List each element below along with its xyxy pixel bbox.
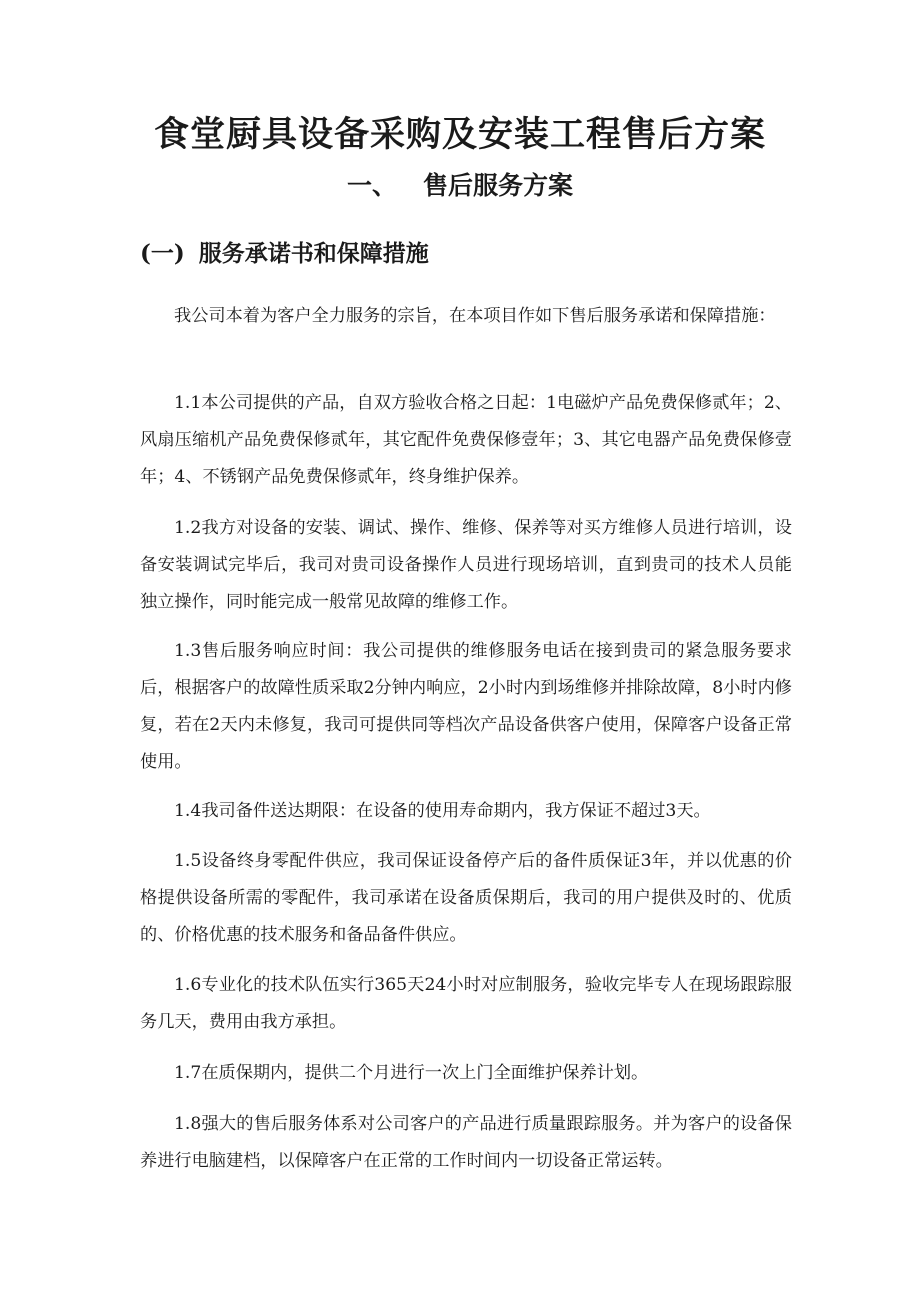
- clause-1-3: 1.3售后服务响应时间：我公司提供的维修服务电话在接到贵司的紧急服务要求后，根据客户的故障性质采取2分钟内响应，2小时内到场维修并排除故障，8小时内修复，若在2天内未修复，我司可提供同等档次产品设备供客户使用，保障客户设备正常使用。: [140, 641, 792, 772]
- chapter-label: 售后服务方案: [423, 171, 574, 200]
- chapter-number: 一、: [346, 171, 397, 200]
- clause-1-1: 1.1本公司提供的产品，自双方验收合格之日起：1电磁炉产品免费保修贰年；2、风扇压缩机产品免费保修贰年，其它配件免费保修壹年；3、其它电器产品免费保修壹年；4、不锈钢产品免费保修贰年，终身维护保养。: [140, 393, 792, 487]
- section-label: 服务承诺书和保障措施: [198, 240, 429, 267]
- section-number: (一): [140, 240, 185, 267]
- document-title: 食堂厨具设备采购及安装工程售后方案: [153, 114, 766, 155]
- section-heading: [140, 234, 429, 274]
- clause-1-4: 1.4我司备件送达期限：在设备的使用寿命期内，我方保证不超过3天。: [174, 801, 711, 821]
- intro-paragraph: 我公司本着为客户全力服务的宗旨，在本项目作如下售后服务承诺和保障措施：: [174, 306, 776, 326]
- chapter-heading: [0, 166, 920, 206]
- clause-1-5: 1.5设备终身零配件供应，我司保证设备停产后的备件质保证3年，并以优惠的价格提供设备所需的零配件，我司承诺在设备质保期后，我司的用户提供及时的、优质的、价格优惠的技术服务和备品备件供应。: [140, 851, 792, 945]
- clause-1-2: 1.2我方对设备的安装、调试、操作、维修、保养等对买方维修人员进行培训，设备安装调试完毕后，我司对贵司设备操作人员进行现场培训，直到贵司的技术人员能独立操作，同时能完成一般常见故障的维修工作。: [140, 518, 792, 612]
- clause-1-6: 1.6专业化的技术队伍实行365天24小时对应制服务，验收完毕专人在现场跟踪服务几天，费用由我方承担。: [140, 975, 792, 1032]
- clause-1-7: 1.7在质保期内，提供二个月进行一次上门全面维护保养计划。: [174, 1063, 649, 1083]
- clause-1-8: 1.8强大的售后服务体系对公司客户的产品进行质量跟踪服务。并为客户的设备保养进行电脑建档，以保障客户在正常的工作时间内一切设备正常运转。: [140, 1114, 792, 1171]
